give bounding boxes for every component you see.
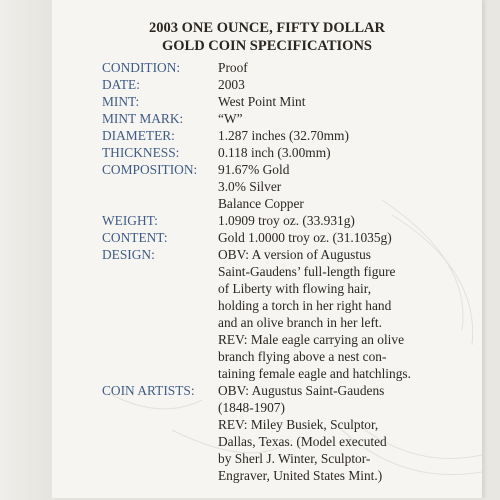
diameter-value: 1.287 inches (32.70mm) [218, 128, 349, 143]
design-value-line-2: Saint-Gaudens’ full-length figure [218, 264, 396, 279]
coin-artists-value-line-5: by Sherl J. Winter, Sculptor- [218, 451, 371, 466]
title-line-1: 2003 ONE OUNCE, FIFTY DOLLAR [149, 20, 385, 36]
design-value-line-7: branch flying above a nest con- [218, 349, 387, 364]
mint-mark-value: “W” [218, 111, 243, 126]
composition-value-line-1: 91.67% Gold [218, 162, 290, 177]
coin-artists-value-line-1: OBV: Augustus Saint-Gaudens [218, 383, 385, 398]
composition-label: COMPOSITION: [102, 162, 198, 177]
design-value-line-8: taining female eagle and hatchlings. [218, 366, 411, 381]
condition-value: Proof [218, 60, 248, 75]
date-label: DATE: [102, 77, 140, 92]
coin-artists-value-line-6: Engraver, United States Mint.) [218, 468, 383, 483]
design-value-line-6: REV: Male eagle carrying an olive [218, 332, 405, 347]
coin-artists-value-line-2: (1848-1907) [218, 400, 285, 415]
mint-label: MINT: [102, 94, 140, 109]
date-value: 2003 [218, 77, 245, 92]
content-label: CONTENT: [102, 230, 168, 245]
specification-card [52, 0, 483, 498]
thickness-value: 0.118 inch (3.00mm) [218, 145, 331, 160]
content-value: Gold 1.0000 troy oz. (31.1035g) [218, 230, 392, 245]
composition-value-line-2: 3.0% Silver [218, 179, 282, 194]
design-value-line-4: holding a torch in her right hand [218, 298, 392, 313]
coin-artists-label: COIN ARTISTS: [102, 383, 195, 398]
design-label: DESIGN: [102, 247, 155, 262]
composition-value-line-3: Balance Copper [218, 196, 304, 211]
mint-mark-label: MINT MARK: [102, 111, 184, 126]
background-edge [0, 0, 52, 500]
mint-value: West Point Mint [218, 94, 306, 109]
design-value-line-3: of Liberty with flowing hair, [218, 281, 372, 296]
design-value-line-5: and an olive branch in her left. [218, 315, 382, 330]
coin-artists-value-line-4: Dallas, Texas. (Model executed [218, 434, 387, 449]
title-line-2: GOLD COIN SPECIFICATIONS [161, 38, 373, 54]
thickness-label: THICKNESS: [102, 145, 180, 160]
weight-label: WEIGHT: [102, 213, 158, 228]
design-value-line-1: OBV: A version of Augustus [218, 247, 372, 262]
condition-label: CONDITION: [102, 60, 181, 75]
diameter-label: DIAMETER: [102, 128, 175, 143]
weight-value: 1.0909 troy oz. (33.931g) [218, 213, 355, 228]
coin-artists-value-line-3: REV: Miley Busiek, Sculptor, [218, 417, 379, 432]
